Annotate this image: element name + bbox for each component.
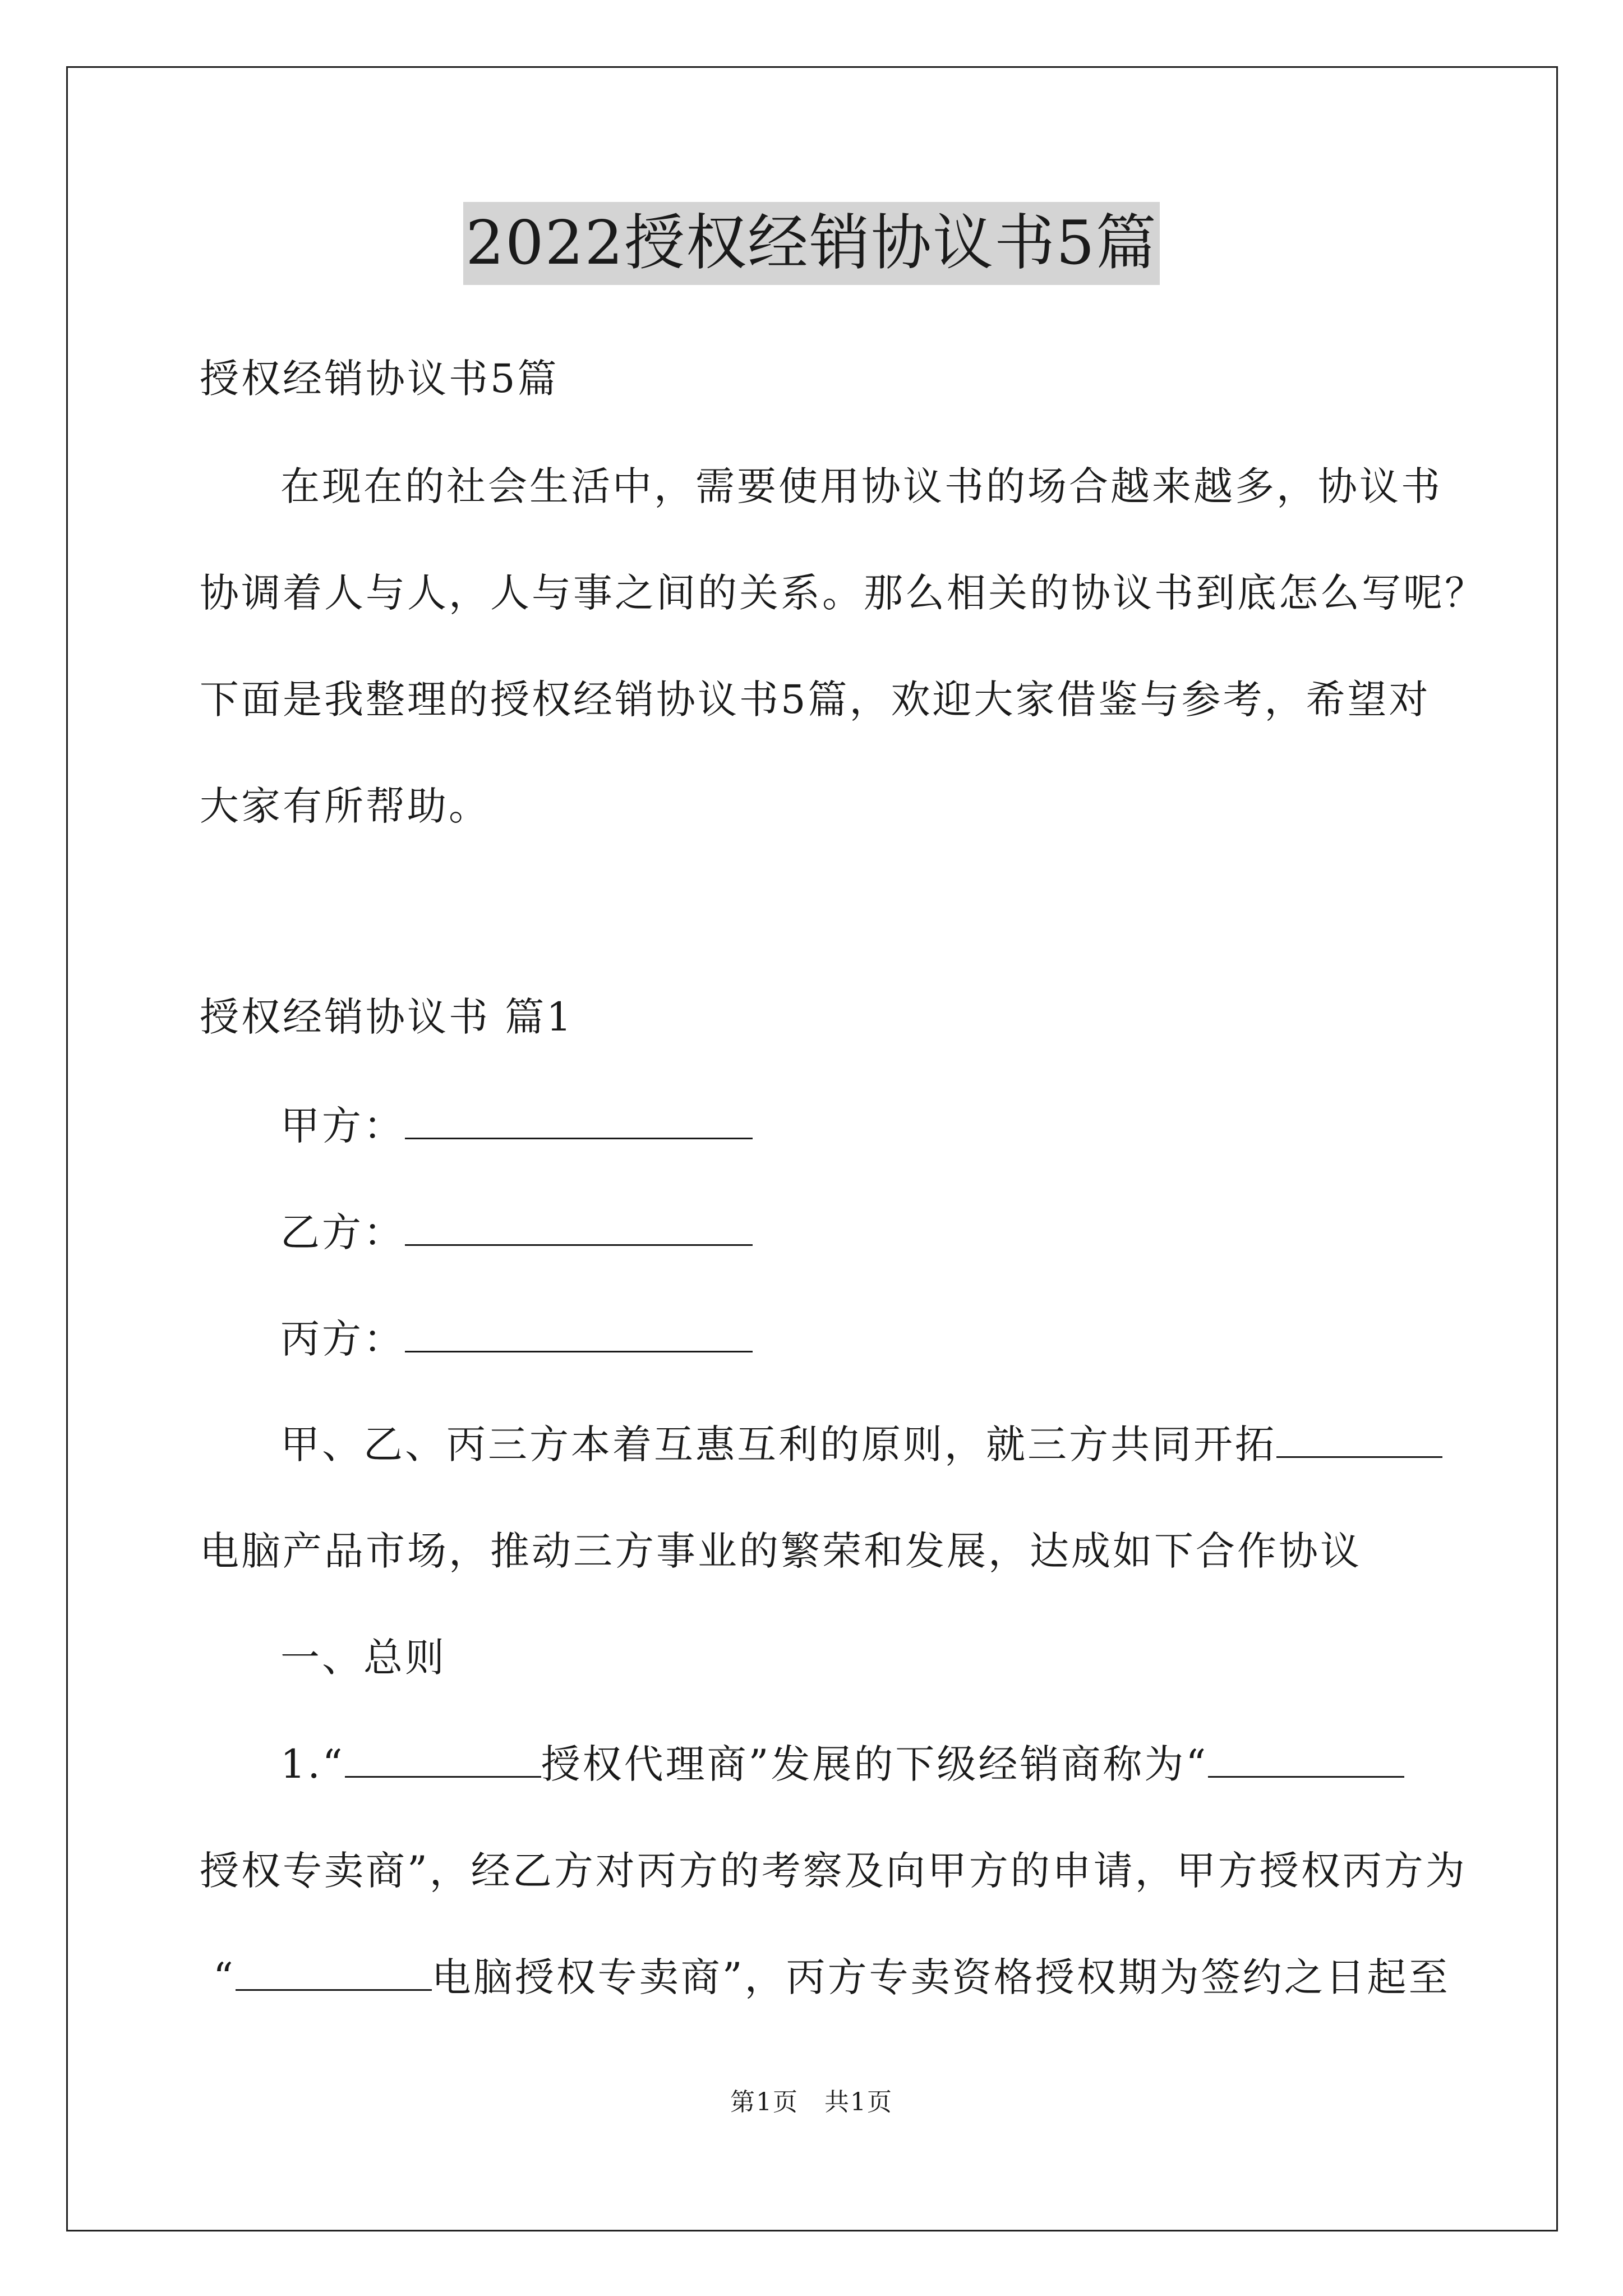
section-heading: 授权经销协议书 篇1	[200, 994, 574, 1040]
party-b-label: 乙方：	[280, 1209, 405, 1255]
party-a-label: 甲方：	[280, 1103, 405, 1149]
clause-1-text-a: 授权代理商”发展的下级经销商称为“	[541, 1741, 1209, 1787]
party-c-blank	[405, 1319, 753, 1352]
document-title: 2022授权经销协议书5篇	[463, 202, 1160, 285]
page-footer: 第1页 共1页	[730, 2088, 893, 2116]
intro-line-2: 协调着人与人，人与事之间的关系。那么相关的协议书到底怎么写呢？	[200, 570, 1486, 616]
agent-name-blank	[345, 1745, 541, 1778]
clause-1-line-3	[213, 1952, 1450, 2003]
intro-line-4: 大家有所帮助。	[200, 783, 490, 829]
title-container	[0, 202, 1623, 285]
intro-line-3: 下面是我整理的授权经销协议书5篇，欢迎大家借鉴与参考，希望对	[200, 677, 1431, 723]
clause-1-prefix: 1.“	[280, 1741, 345, 1787]
clause-1-quote: “	[213, 1954, 236, 2000]
party-b-blank	[405, 1213, 753, 1246]
clause-1-line-2: 授权专卖商”，经乙方对丙方的考察及向甲方的申请，甲方授权丙方为	[200, 1848, 1467, 1894]
dealer-name-blank	[1208, 1745, 1404, 1778]
clause-1-line-1	[280, 1739, 1404, 1789]
party-a-blank	[405, 1106, 753, 1139]
party-c-line	[280, 1314, 753, 1364]
document-subtitle: 授权经销协议书5篇	[200, 356, 559, 402]
clause-1-text-c: 电脑授权专卖商”，丙方专卖资格授权期为签约之日起至	[431, 1954, 1450, 2000]
general-heading: 一、总则	[280, 1635, 446, 1681]
body-text-1: 甲、乙、丙三方本着互惠互利的原则，就三方共同开拓	[280, 1421, 1276, 1467]
party-c-label: 丙方：	[280, 1316, 405, 1362]
party-b-line	[280, 1207, 753, 1258]
body-line-2: 电脑产品市场，推动三方事业的繁荣和发展，达成如下合作协议	[200, 1528, 1362, 1574]
party-a-line	[280, 1101, 753, 1151]
market-blank	[1276, 1425, 1442, 1458]
intro-line-1: 在现在的社会生活中，需要使用协议书的场合越来越多，协议书	[280, 463, 1442, 509]
brand-blank	[236, 1958, 432, 1991]
body-line-1	[280, 1419, 1442, 1470]
